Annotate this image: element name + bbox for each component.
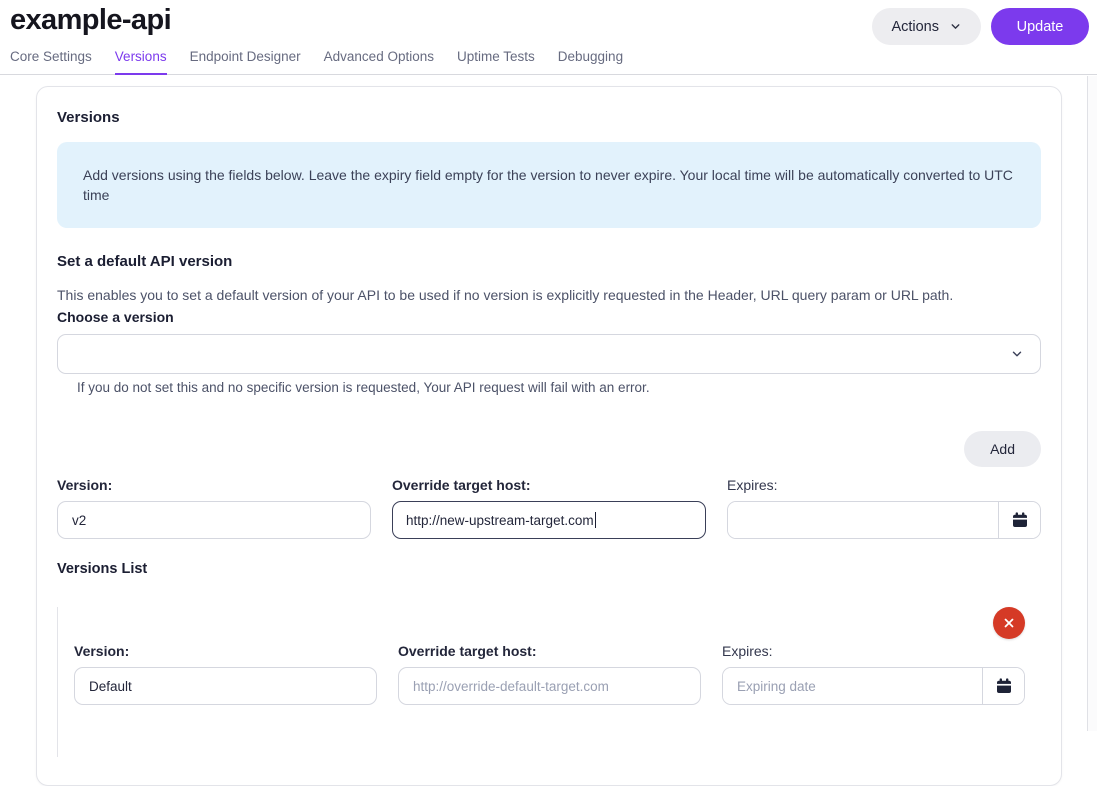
tab-debugging[interactable]: Debugging xyxy=(557,49,624,64)
expires-input-group xyxy=(727,501,1041,539)
choose-version-label: Choose a version xyxy=(57,309,174,325)
version-select[interactable] xyxy=(57,334,1041,374)
versions-heading: Versions xyxy=(57,109,120,126)
tab-versions[interactable]: Versions xyxy=(115,49,167,75)
override-host-label: Override target host: xyxy=(398,643,537,659)
list-version-input[interactable] xyxy=(74,667,377,705)
tab-endpoint-designer[interactable]: Endpoint Designer xyxy=(189,49,301,64)
tab-uptime-tests[interactable]: Uptime Tests xyxy=(456,49,535,64)
chevron-down-icon xyxy=(1010,347,1024,361)
version-label: Version: xyxy=(74,643,130,659)
close-icon xyxy=(1002,616,1016,630)
versions-panel xyxy=(36,86,1062,786)
list-override-host-input[interactable] xyxy=(398,667,701,705)
update-button[interactable]: Update xyxy=(991,8,1089,45)
list-expires-input[interactable] xyxy=(723,668,982,704)
actions-button-label: Actions xyxy=(891,18,939,35)
tab-advanced-options[interactable]: Advanced Options xyxy=(323,49,434,64)
actions-button[interactable] xyxy=(872,8,981,45)
vertical-scrollbar[interactable] xyxy=(1087,76,1097,731)
override-host-value: http://new-upstream-target.com xyxy=(406,512,594,528)
list-item-fields xyxy=(74,643,1025,705)
expires-input[interactable] xyxy=(728,502,998,538)
chevron-down-icon xyxy=(949,20,962,33)
page-title: example-api xyxy=(10,4,172,36)
page-header xyxy=(0,0,1097,75)
calendar-picker-button[interactable] xyxy=(999,502,1040,538)
tab-core-settings[interactable]: Core Settings xyxy=(10,49,92,64)
version-label: Version: xyxy=(57,477,113,493)
override-host-input[interactable] xyxy=(392,501,706,539)
text-caret xyxy=(595,512,597,528)
calendar-picker-button[interactable] xyxy=(983,668,1024,704)
expires-label: Expires: xyxy=(722,643,773,659)
remove-version-button[interactable] xyxy=(993,607,1025,639)
versions-list-heading: Versions List xyxy=(57,561,148,577)
add-version-form xyxy=(57,477,1041,539)
default-version-description: This enables you to set a default version of your API to be used if no version is explicitly requested in the Header, URL query param or URL path. xyxy=(57,287,954,303)
tab-bar xyxy=(10,49,623,75)
add-version-button[interactable]: Add xyxy=(964,431,1041,467)
select-helper-text: If you do not set this and no specific version is requested, Your API request will fail with an error. xyxy=(77,380,650,395)
override-host-label: Override target host: xyxy=(392,477,531,493)
default-version-heading: Set a default API version xyxy=(57,253,233,270)
expires-input-group xyxy=(722,667,1025,705)
versions-list xyxy=(57,607,1041,757)
info-banner: Add versions using the fields below. Leave the expiry field empty for the version to never expire. Your local time will be automatically converted to UTC time xyxy=(57,142,1041,228)
list-item xyxy=(74,607,1025,705)
calendar-icon xyxy=(1012,512,1028,528)
version-input[interactable] xyxy=(57,501,371,539)
expires-label: Expires: xyxy=(727,477,778,493)
calendar-icon xyxy=(996,678,1012,694)
